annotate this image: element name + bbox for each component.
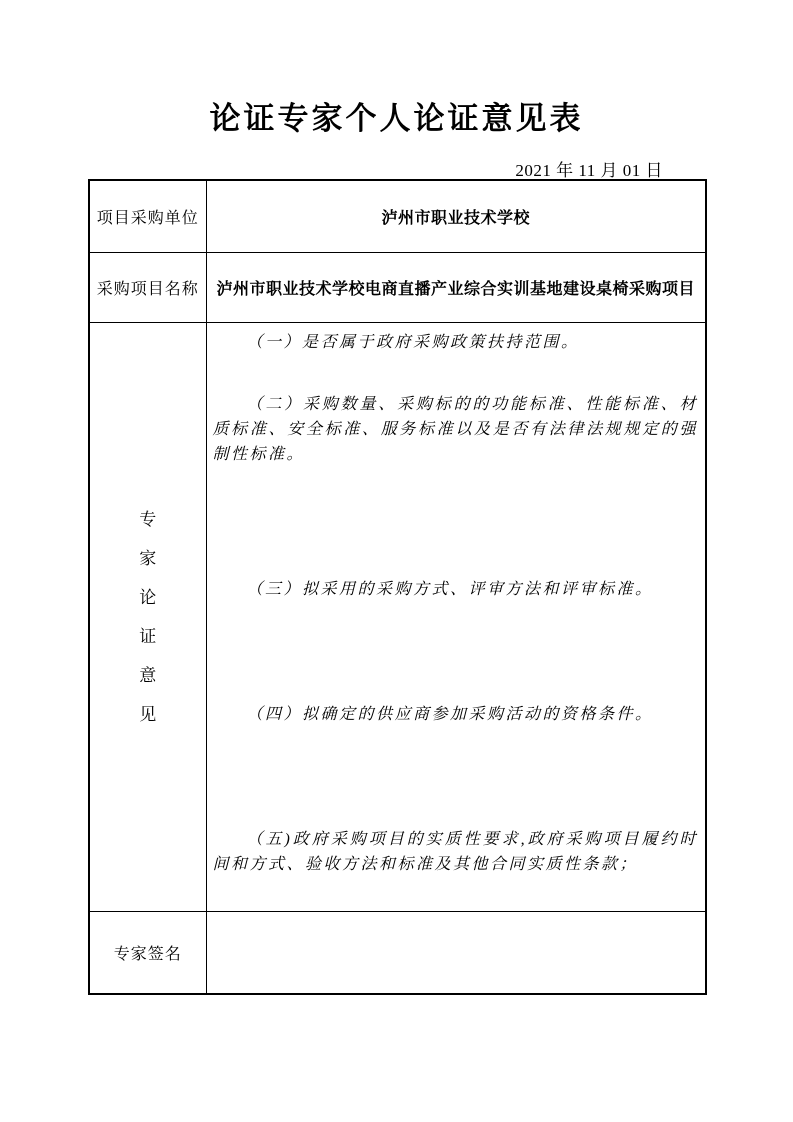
expert-opinion-content-cell xyxy=(206,322,706,911)
signature-blank-cell xyxy=(206,911,706,994)
expert-opinion-vertical-label: 专家论证意见 xyxy=(139,509,157,724)
purchaser-label-cell: 项目采购单位 xyxy=(89,180,206,252)
purchaser-row xyxy=(89,180,706,252)
expert-opinion-row xyxy=(89,322,706,911)
opinion-item-4: （四）拟确定的供应商参加采购活动的资格条件。 xyxy=(246,705,654,723)
page-title: 论证专家个人论证意见表 xyxy=(209,101,584,136)
signature-label-cell: 专家签名 xyxy=(89,911,206,994)
signature-row xyxy=(89,911,706,994)
project-name-label-cell: 采购项目名称 xyxy=(89,252,206,322)
opinion-item-1: （一）是否属于政府采购政策扶持范围。 xyxy=(246,333,580,351)
opinion-item-2: （二）采购数量、采购标的的功能标准、性能标准、材质标准、安全标准、服务标准以及是否有法律法规规定的强制性标准。 xyxy=(212,395,698,463)
document-date: 2021 年 11 月 01 日 xyxy=(515,161,663,180)
opinion-item-3: （三）拟采用的采购方式、评审方法和评审标准。 xyxy=(246,580,654,598)
opinion-item-5: （五)政府采购项目的实质性要求,政府采购项目履约时间和方式、验收方法和标准及其他合同实质性条款； xyxy=(212,830,698,873)
project-name-value-cell: 泸州市职业技术学校电商直播产业综合实训基地建设桌椅采购项目 xyxy=(206,252,706,322)
purchaser-value-cell: 泸州市职业技术学校 xyxy=(206,180,706,252)
expert-opinion-label-cell xyxy=(89,322,206,911)
form-table xyxy=(88,179,707,995)
project-name-row xyxy=(89,252,706,322)
